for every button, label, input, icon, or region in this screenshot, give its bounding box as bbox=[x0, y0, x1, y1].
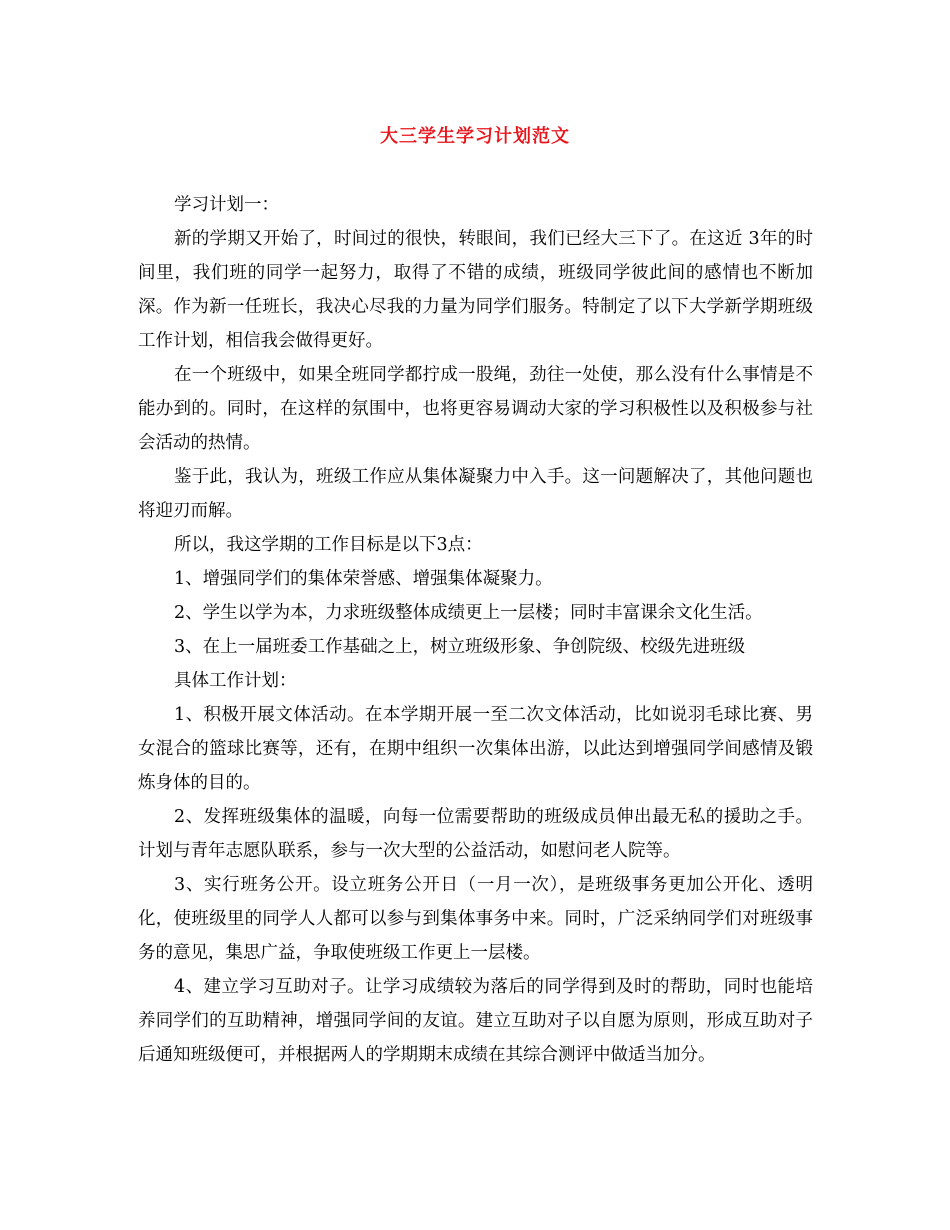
paragraph-plan-heading: 学习计划一： bbox=[174, 195, 279, 215]
paragraph-plan-2: 2、发挥班级集体的温暖，向每一位需要帮助的班级成员伸出最无私的援助之手。计划与青年志愿队联系，参与一次大型的公益活动，如慰问老人院等。 bbox=[138, 807, 813, 861]
paragraph-intro: 新的学期又开始了，时间过的很快，转眼间，我们已经大三下了。在这近 3年的时间里，我们班的同学一起努力，取得了不错的成绩，班级同学彼此间的感情也不断加深。作为新一任班长，我决心尽我的力量为同学们服务。特制定了以下大学新学期班级工作计划，相信我会做得更好。 bbox=[138, 229, 813, 351]
paragraph-unity: 在一个班级中，如果全班同学都拧成一股绳，劲往一处使，那么没有什么事情是不能办到的。同时，在这样的氛围中，也将更容易调动大家的学习积极性以及积极参与社会活动的热情。 bbox=[138, 365, 813, 453]
paragraph-goal-2: 2、学生以学为本，力求班级整体成绩更上一层楼；同时丰富课余文化生活。 bbox=[174, 603, 763, 623]
paragraph-plan-3: 3、实行班务公开。设立班务公开日（一月一次），是班级事务更加公开化、透明化，使班级里的同学人人都可以参与到集体事务中来。同时，广泛采纳同学们对班级事务的意见，集思广益，争取使班级工作更上一层楼。 bbox=[138, 875, 813, 963]
paragraph-goal-1: 1、增强同学们的集体荣誉感、增强集体凝聚力。 bbox=[174, 569, 553, 589]
paragraph-cohesion: 鉴于此，我认为，班级工作应从集体凝聚力中入手。这一问题解决了，其他问题也将迎刃而解。 bbox=[138, 467, 813, 521]
paragraph-plan-1: 1、积极开展文体活动。在本学期开展一至二次文体活动，比如说羽毛球比赛、男女混合的篮球比赛等，还有，在期中组织一次集体出游，以此达到增强同学间感情及锻炼身体的目的。 bbox=[138, 705, 813, 793]
document-body bbox=[138, 188, 813, 1072]
document-title: 大三学生学习计划范文 bbox=[380, 126, 570, 147]
paragraph-plan-4: 4、建立学习互助对子。让学习成绩较为落后的同学得到及时的帮助，同时也能培养同学们的互助精神，增强同学间的友谊。建立互助对子以自愿为原则，形成互助对子后通知班级便可，并根据两人的学期期末成绩在其综合测评中做适当加分。 bbox=[138, 977, 813, 1065]
paragraph-goals-heading: 所以，我这学期的工作目标是以下3点： bbox=[174, 535, 483, 555]
paragraph-goal-3: 3、在上一届班委工作基础之上，树立班级形象、争创院级、校级先进班级 bbox=[174, 637, 746, 657]
paragraph-work-plan-heading: 具体工作计划： bbox=[174, 671, 297, 691]
